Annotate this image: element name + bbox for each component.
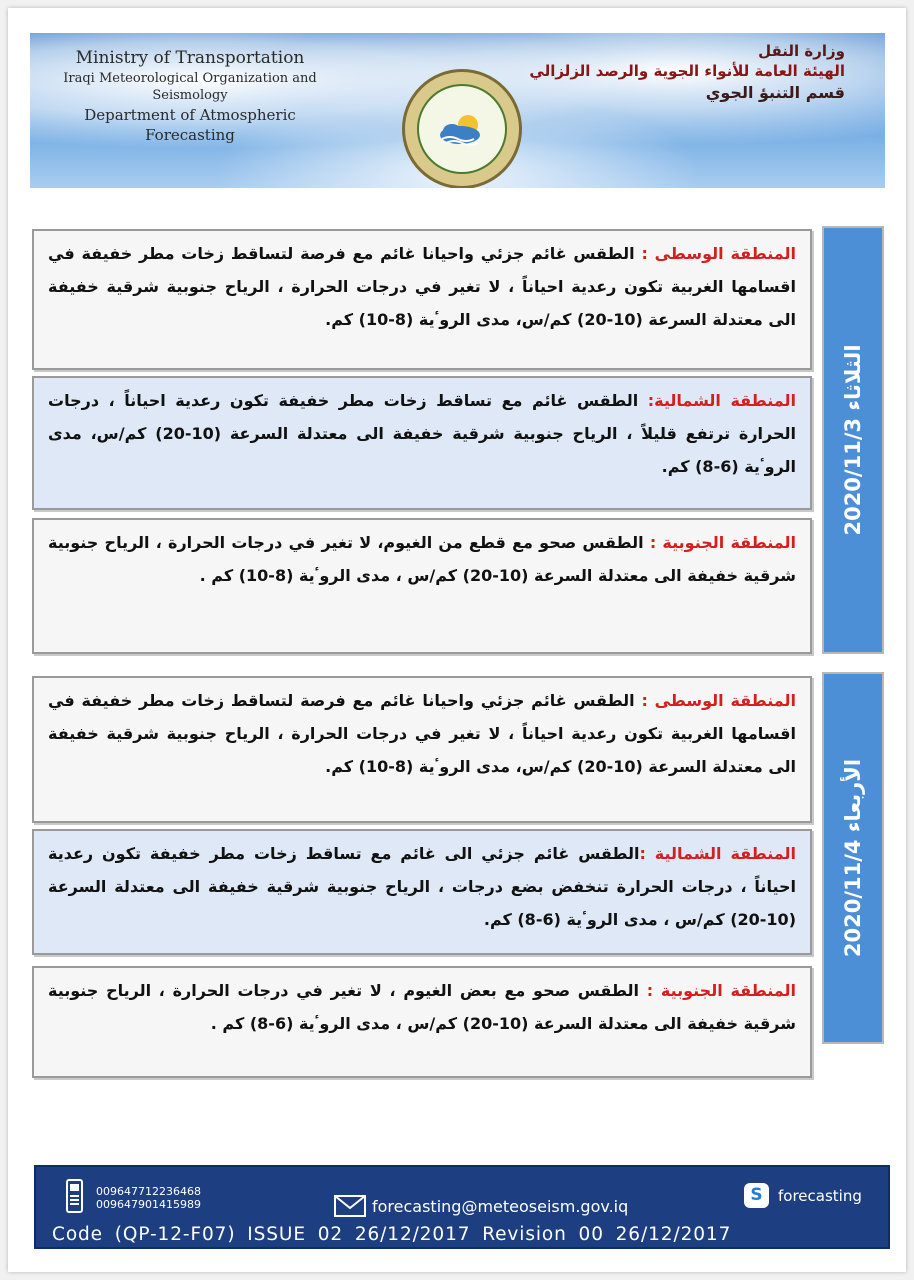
forecast-text: الطقس غائم جزئي واحيانا غائم مع فرصة لتساقط زخات مطر خفيفة في اقسامها الغربية تكون رعدية احياناً ، لا تغير في درجات الحرارة ، الرياح جنوبية شرقية خفيفة الى معتدلة السرعة (10-20) كم/س، مدى الروٴية (8-10) كم. bbox=[48, 691, 796, 776]
header-banner bbox=[30, 33, 885, 188]
forecast-block-southern bbox=[32, 518, 812, 654]
department-name-en: Department of Atmospheric Forecasting bbox=[84, 106, 296, 145]
phone-number: 009647901415989 bbox=[96, 1198, 201, 1211]
forecast-text: الطقس غائم جزئي واحيانا غائم مع فرصة لتساقط زخات مطر خفيفة في اقسامها الغربية تكون رعدية احياناً ، لا تغير في درجات الحرارة ، الرياح جنوبية شرقية خفيفة الى معتدلة السرعة (10-20) كم/س، مدى الروٴية (8-10) كم. bbox=[48, 244, 796, 329]
header-english bbox=[40, 47, 340, 146]
region-name: المنطقة الوسطى : bbox=[641, 691, 796, 710]
organization-name-ar: الهيئة العامة للأنواء الجوية والرصد الزلزالي bbox=[529, 62, 845, 81]
organization-name-en: Iraqi Meteorological Organization and Seismology bbox=[63, 70, 317, 104]
phone-icon bbox=[66, 1179, 83, 1213]
header-arabic bbox=[529, 41, 845, 103]
region-name: المنطقة الوسطى : bbox=[641, 244, 796, 263]
department-name-ar: قسم التنبؤ الجوي bbox=[705, 82, 845, 102]
organization-logo bbox=[402, 69, 522, 188]
forecast-text: الطقس صحو مع قطع من الغيوم، لا تغير في درجات الحرارة ، الرياح جنوبية شرقية خفيفة الى معتدلة السرعة (10-20) كم/س ، مدى الروٴية (8-10) كم . bbox=[48, 533, 796, 585]
skype-handle: forecasting bbox=[778, 1187, 862, 1205]
document-code: Code (QP-12-F07) ISSUE 02 26/12/2017 Revision 00 26/12/2017 bbox=[52, 1224, 732, 1245]
envelope-icon bbox=[334, 1195, 366, 1217]
email-address[interactable]: forecasting@meteoseism.gov.iq bbox=[372, 1197, 629, 1216]
date-bar-day2 bbox=[822, 672, 884, 1044]
forecast-block-northern bbox=[32, 829, 812, 955]
region-name: المنطقة الجنوبية : bbox=[646, 981, 796, 1000]
ministry-name-en: Ministry of Transportation bbox=[75, 48, 305, 68]
forecast-text: الطقس غائم جزئي الى غائم مع تساقط زخات مطر خفيفة تكون رعدية احياناً ، درجات الحرارة تنخفض بضع درجات ، الرياح جنوبية شرقية خفيفة الى معتدلة السرعة (10-20) كم/س ، مدى الروٴية (6-8) كم. bbox=[48, 844, 796, 929]
forecast-block-central bbox=[32, 676, 812, 823]
date-label: الأربعاء 2020/11/4 bbox=[841, 758, 865, 958]
skype-icon: S bbox=[744, 1183, 769, 1208]
region-name: المنطقة الجنوبية : bbox=[649, 533, 797, 552]
forecast-text: الطقس غائم مع تساقط زخات مطر خفيفة تكون رعدية احياناً ، درجات الحرارة ترتفع قليلاً ، الرياح جنوبية شرقية خفيفة الى معتدلة السرعة (10-20) كم/س، مدى الروٴية (6-8) كم. bbox=[48, 391, 796, 476]
region-name: المنطقة الشمالية : bbox=[639, 844, 797, 863]
footer-bar bbox=[34, 1165, 890, 1249]
date-bar-day1 bbox=[822, 226, 884, 654]
cloud-sun-icon bbox=[432, 109, 492, 149]
phone-number: 009647712236468 bbox=[96, 1185, 201, 1198]
ministry-name-ar: وزارة النقل bbox=[758, 42, 845, 60]
region-name: المنطقة الشمالية: bbox=[647, 391, 797, 410]
forecast-block-northern bbox=[32, 376, 812, 510]
forecast-block-central bbox=[32, 229, 812, 370]
logo-emblem bbox=[417, 84, 507, 174]
phone-numbers bbox=[96, 1185, 201, 1211]
forecast-block-southern bbox=[32, 966, 812, 1078]
date-label: الثلاثاء 2020/11/3 bbox=[841, 344, 865, 536]
forecast-text: الطقس صحو مع بعض الغيوم ، لا تغير في درجات الحرارة ، الرياح جنوبية شرقية خفيفة الى معتدلة السرعة (10-20) كم/س ، مدى الروٴية (6-8) كم . bbox=[48, 981, 796, 1033]
